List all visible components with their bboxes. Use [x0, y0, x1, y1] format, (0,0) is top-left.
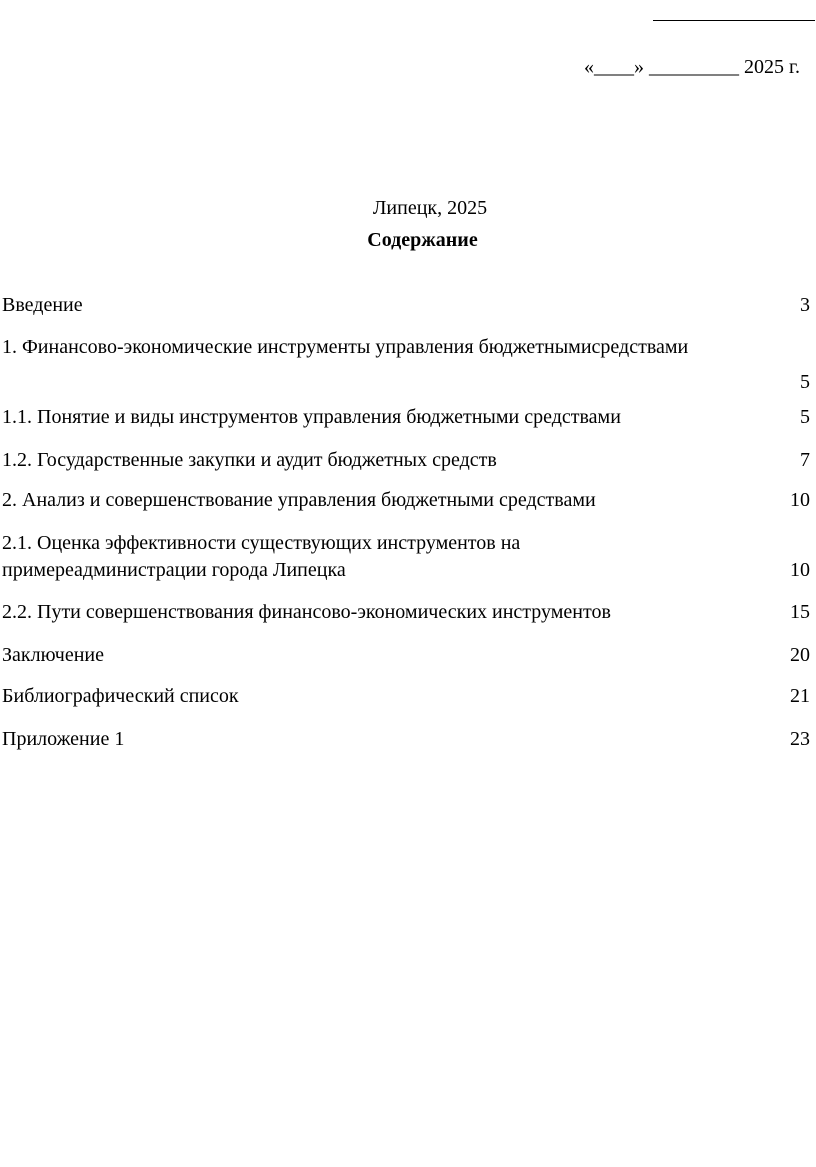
toc-entry-title: 2.1. Оценка эффективности существующих инструментов на примереадминистрации города Липецка	[2, 532, 521, 581]
toc-entry-page: 10	[790, 489, 810, 511]
toc-entry-title: 1. Финансово-экономические инструменты управления бюджетнымисредствами	[2, 336, 689, 358]
toc-entry-page: 3	[800, 294, 810, 316]
toc-entry-page: 5	[800, 406, 810, 428]
city-year: Липецк, 2025	[372, 197, 488, 219]
toc-title: Содержание	[367, 229, 478, 251]
toc-entry-title: 1.1. Понятие и виды инструментов управления бюджетными средствами	[2, 406, 621, 428]
toc-entry	[2, 487, 810, 514]
toc-entry	[2, 726, 810, 753]
toc-entry-page: 21	[790, 685, 810, 707]
approval-date-line: «____» _________ 2025 г.	[584, 56, 800, 78]
toc-entry	[2, 530, 810, 584]
toc-entry-page: 7	[800, 449, 810, 471]
toc-entry	[2, 292, 810, 319]
toc-entry-title: Заключение	[2, 644, 104, 666]
toc-entry-title: Библиографический список	[2, 685, 239, 707]
toc-entry-title: 2. Анализ и совершенствование управления бюджетными средствами	[2, 489, 596, 511]
toc-entry	[2, 642, 810, 669]
toc-entry-page: 20	[790, 644, 810, 666]
toc-entry	[2, 683, 810, 710]
toc-entry-title: Введение	[2, 294, 83, 316]
toc-entry-page: 5	[800, 371, 810, 393]
signature-line	[653, 20, 815, 21]
toc-entry	[2, 334, 810, 394]
toc-entry-page: 15	[790, 601, 810, 623]
toc-entry	[2, 447, 810, 474]
toc-entry	[2, 404, 810, 431]
toc-entry-page: 23	[790, 728, 810, 750]
toc-entry-page: 10	[790, 559, 810, 581]
toc-entry	[2, 599, 810, 626]
toc-entry-title: 1.2. Государственные закупки и аудит бюджетных средств	[2, 449, 497, 471]
toc-entry-title: Приложение 1	[2, 728, 125, 750]
toc-entry-title: 2.2. Пути совершенствования финансово-экономических инструментов	[2, 601, 611, 623]
